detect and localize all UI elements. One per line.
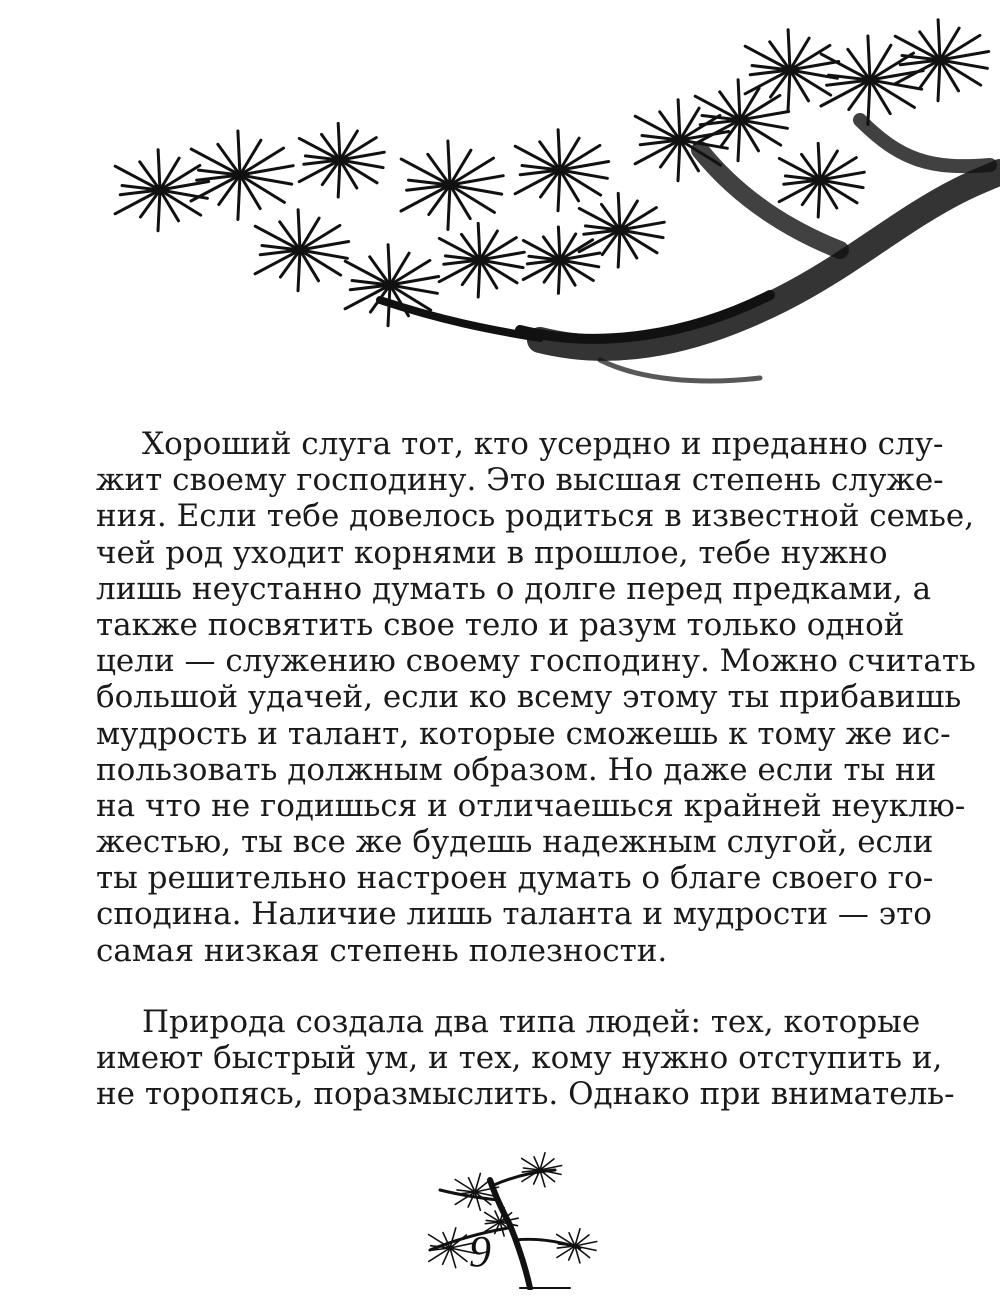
paragraph-line: также посвятить свое тело и разум только одной	[96, 606, 905, 643]
paragraph-line: жит своему господину. Это высшая степень служе-	[96, 462, 944, 499]
paragraph-line: ния. Если тебе довелось родиться в известной семье,	[96, 498, 975, 535]
paragraph-line: жестью, ты все же будешь надежным слугой, если	[96, 824, 934, 861]
pine-branch-illustration	[0, 0, 1000, 400]
paragraph-line: пользовать должным образом. Но даже если ты ни	[96, 751, 937, 788]
paragraph-line: ты решительно настроен думать о благе своего го-	[96, 860, 934, 897]
paragraph-line: Природа создала два типа людей: тех, которые	[142, 1004, 921, 1040]
paragraph-line: на что не годишься и отличаешься крайней неуклю-	[96, 787, 966, 824]
paragraph-line: мудрость и талант, которые сможешь к тому же ис-	[96, 715, 951, 752]
paragraph-line: имеют быстрый ум, и тех, кому нужно отступить и,	[96, 1040, 943, 1077]
paragraph-1	[96, 426, 976, 969]
paragraph-line: сподина. Наличие лишь таланта и мудрости — это	[96, 896, 932, 933]
paragraph-line: не торопясь, поразмыслить. Однако при вниматель-	[96, 1076, 955, 1113]
paragraph-line: лишь неустанно думать о долге перед предками, а	[96, 570, 932, 607]
paragraph-line: цели — служению своему господину. Можно считать	[96, 643, 976, 680]
paragraph-line: Хороший слуга тот, кто усердно и преданно слу-	[142, 426, 944, 462]
paragraph-2	[96, 1004, 955, 1113]
page-number: 9	[469, 1227, 491, 1276]
bonsai-pine-icon	[390, 1140, 620, 1290]
paragraph-line: самая низкая степень полезности.	[96, 932, 668, 969]
paragraph-line: чей род уходит корнями в прошлое, тебе нужно	[96, 534, 888, 571]
paragraph-line: большой удачей, если ко всему этому ты прибавишь	[96, 679, 962, 716]
